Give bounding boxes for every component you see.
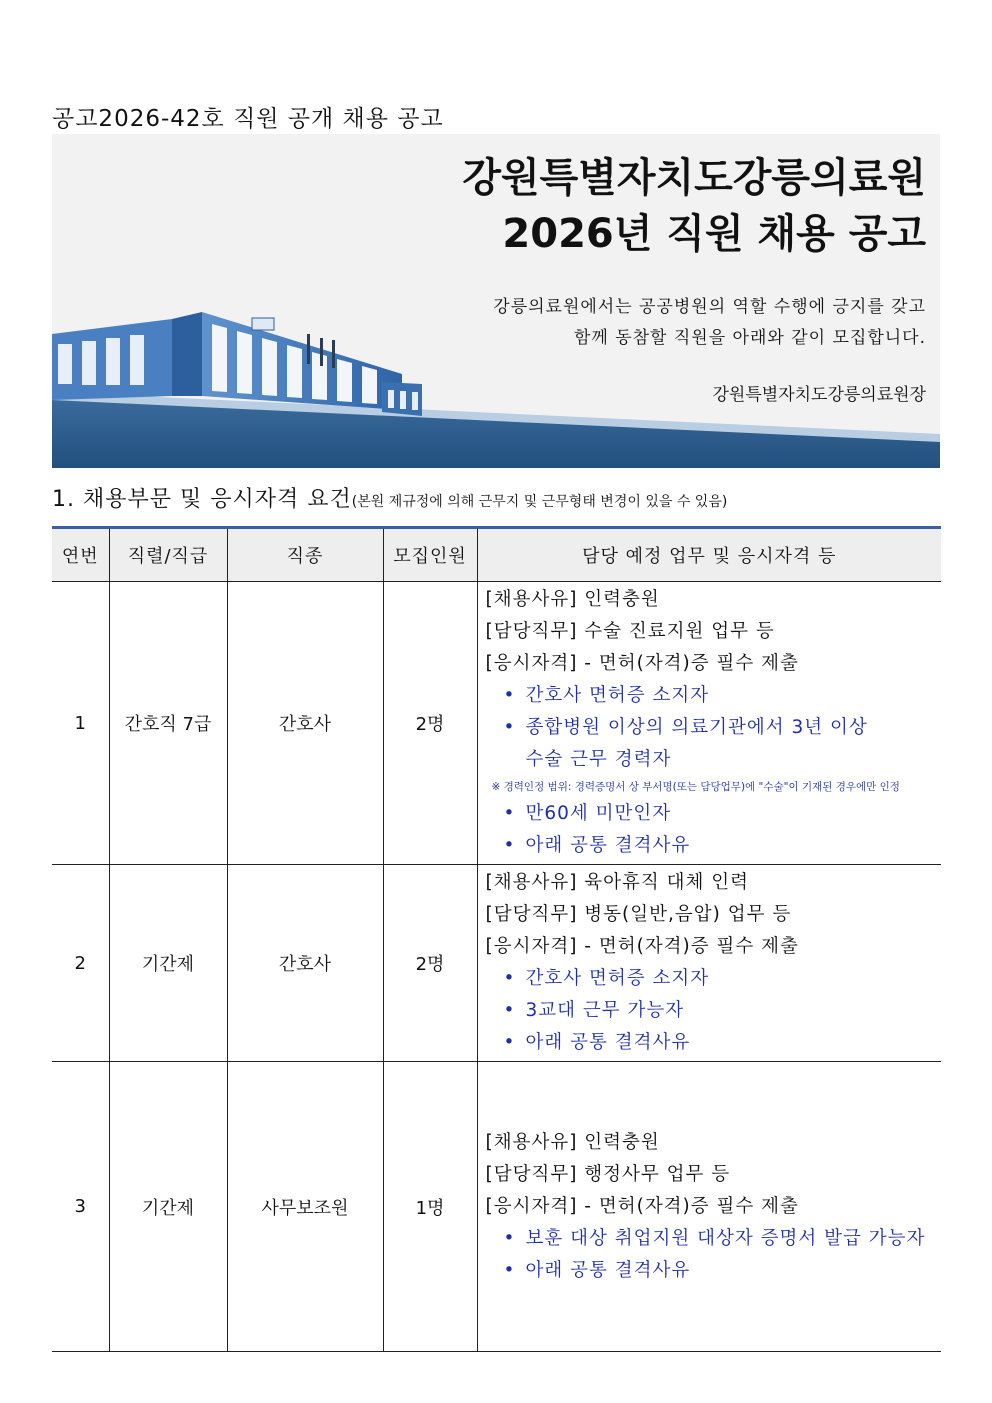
row-detail — [477, 582, 941, 865]
row-no: 1 — [52, 582, 109, 865]
bullet-dot: • — [503, 1000, 516, 1021]
detail-bullet — [486, 1255, 942, 1287]
banner-description — [493, 292, 926, 354]
banner-title-line1: 강원특별자치도강릉의료원 — [462, 155, 926, 201]
detail-qualification: [응시자격] - 면허(자격)증 필수 제출 — [485, 1195, 799, 1217]
detail-bullet — [486, 963, 942, 995]
detail-bullet — [486, 1027, 942, 1059]
detail-bullet — [486, 680, 942, 712]
row-count: 2명 — [383, 865, 477, 1062]
row-rank: 간호직 7급 — [109, 582, 227, 865]
bullet-dot: • — [503, 1032, 516, 1053]
recruitment-table — [52, 526, 941, 1352]
header-detail: 담당 예정 업무 및 응시자격 등 — [477, 528, 941, 582]
row-job: 간호사 — [227, 582, 383, 865]
detail-bullet — [486, 830, 942, 862]
detail-qualification: [응시자격] - 면허(자격)증 필수 제출 — [485, 936, 799, 957]
bullet-dot: • — [503, 1227, 516, 1249]
header-count: 모집인원 — [383, 528, 477, 582]
banner-title — [462, 150, 926, 262]
banner-signature: 강원특별자치도강릉의료원장 — [712, 385, 926, 405]
detail-bullet — [486, 1223, 942, 1255]
detail-reason: [채용사유] 육아휴직 대체 인력 — [485, 872, 750, 893]
row-detail — [477, 865, 941, 1062]
detail-duty: [담당직무] 병동(일반,음압) 업무 등 — [485, 904, 792, 925]
detail-bullet-continued: 수술 근무 경력자 — [525, 749, 672, 770]
row-rank: 기간제 — [109, 865, 227, 1062]
banner — [52, 134, 940, 468]
row-no: 2 — [52, 865, 109, 1062]
header-no: 연번 — [52, 528, 109, 582]
banner-title-line2: 2026년 직원 채용 공고 — [502, 211, 926, 257]
bullet-dot: • — [503, 685, 516, 706]
bullet-text: 아래 공통 결격사유 — [525, 1032, 691, 1053]
banner-desc-line1: 강릉의료원에서는 공공병원의 역할 수행에 긍지를 갖고 — [493, 297, 926, 317]
bullet-text: 간호사 면허증 소지자 — [525, 685, 710, 706]
row-rank: 기간제 — [109, 1062, 227, 1352]
bullet-text: 간호사 면허증 소지자 — [525, 968, 710, 989]
detail-reason: [채용사유] 인력충원 — [485, 1131, 660, 1153]
row-detail — [477, 1062, 941, 1352]
bullet-text: 아래 공통 결격사유 — [525, 1259, 691, 1281]
row-no: 3 — [52, 1062, 109, 1352]
section-title-text: 1. 채용부문 및 응시자격 요건 — [52, 487, 352, 512]
table-row — [52, 1062, 941, 1352]
career-note: ※ 경력인정 범위: 경력증명서 상 부서명(또는 담당업무)에 "수술"이 기재된 경우에만 인정 — [491, 781, 900, 793]
bullet-dot: • — [503, 1259, 516, 1281]
table-row — [52, 865, 941, 1062]
bullet-text: 아래 공통 결격사유 — [525, 835, 691, 856]
banner-desc-line2: 함께 동참할 직원을 아래와 같이 모집합니다. — [573, 328, 926, 348]
section-title — [52, 482, 727, 513]
table-row — [52, 582, 941, 865]
row-job: 사무보조원 — [227, 1062, 383, 1352]
row-job: 간호사 — [227, 865, 383, 1062]
header-rank: 직렬/직급 — [109, 528, 227, 582]
table-header-row — [52, 528, 941, 582]
bullet-text: 3교대 근무 가능자 — [525, 1000, 685, 1021]
header-job: 직종 — [227, 528, 383, 582]
detail-bullet — [486, 712, 942, 744]
bullet-text: 만60세 미만인자 — [525, 803, 672, 824]
detail-qualification: [응시자격] - 면허(자격)증 필수 제출 — [485, 653, 799, 674]
detail-duty: [담당직무] 수술 진료지원 업무 등 — [485, 621, 775, 642]
row-count: 2명 — [383, 582, 477, 865]
bullet-text: 보훈 대상 취업지원 대상자 증명서 발급 가능자 — [525, 1227, 926, 1249]
bullet-dot: • — [503, 835, 516, 856]
notice-number: 공고2026-42호 직원 공개 채용 공고 — [52, 106, 444, 132]
detail-bullet — [486, 798, 942, 830]
detail-duty: [담당직무] 행정사무 업무 등 — [485, 1163, 731, 1185]
detail-bullet — [486, 995, 942, 1027]
row-count: 1명 — [383, 1062, 477, 1352]
section-note: (본원 제규정에 의해 근무지 및 근무형태 변경이 있을 수 있음) — [351, 494, 728, 510]
bullet-text: 종합병원 이상의 의료기관에서 3년 이상 — [525, 717, 868, 738]
bullet-dot: • — [503, 968, 516, 989]
bullet-dot: • — [503, 803, 516, 824]
detail-reason: [채용사유] 인력충원 — [485, 589, 660, 610]
bullet-dot: • — [503, 717, 516, 738]
